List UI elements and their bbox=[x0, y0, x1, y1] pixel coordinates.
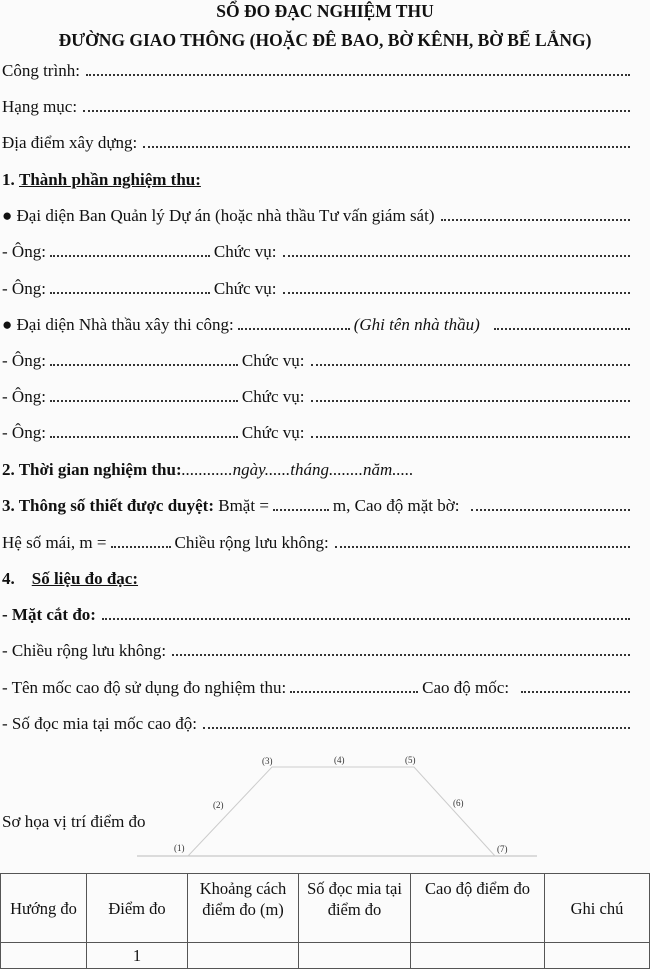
contractor-person-3 bbox=[2, 421, 632, 443]
document-subtitle: ĐƯỜNG GIAO THÔNG (HOẶC ĐÊ BAO, BỜ KÊNH, BỜ BỂ LẮNG) bbox=[58, 30, 592, 50]
blank-line[interactable] bbox=[86, 74, 630, 76]
chieu-rong-line bbox=[2, 639, 632, 661]
blank-line[interactable] bbox=[83, 110, 630, 112]
label: - Ông: bbox=[2, 351, 46, 370]
label: Chức vụ: bbox=[241, 423, 305, 442]
owner-person-1 bbox=[2, 240, 632, 262]
label: Chức vụ: bbox=[213, 279, 277, 298]
label: - Tên mốc cao độ sử dụng đo nghiệm thu: bbox=[2, 678, 287, 697]
owner-rep-line bbox=[2, 204, 632, 226]
section2-line bbox=[2, 458, 632, 480]
point-label-7: (7) bbox=[497, 844, 508, 854]
blank-line[interactable] bbox=[311, 364, 631, 366]
label: - Mặt cắt đo: bbox=[2, 605, 96, 624]
contractor-rep-line bbox=[2, 313, 632, 335]
label: Sơ họa vị trí điểm đo bbox=[2, 812, 146, 831]
blank-line[interactable] bbox=[273, 509, 329, 511]
label: Hạng mục: bbox=[2, 97, 78, 116]
ten-moc-line bbox=[2, 676, 632, 698]
label: Chức vụ: bbox=[213, 242, 277, 261]
field-hang-muc bbox=[2, 95, 632, 117]
label: Chiều rộng lưu không: bbox=[174, 533, 329, 552]
cross-section-sketch bbox=[0, 745, 650, 865]
header-cao-do: Cao độ điểm đo bbox=[411, 874, 545, 943]
date-blank[interactable]: ............ngày......tháng........năm..... bbox=[181, 460, 414, 479]
blank-line[interactable] bbox=[283, 292, 631, 294]
header-diem-do: Điểm đo bbox=[87, 874, 188, 943]
blank-line[interactable] bbox=[50, 436, 238, 438]
header-so-doc-mia: Số đọc mia tại điểm đo bbox=[299, 874, 411, 943]
label: Địa điểm xây dựng: bbox=[2, 133, 138, 152]
table-header-row bbox=[1, 874, 650, 943]
section-number: 4. bbox=[2, 569, 15, 588]
label: - Chiều rộng lưu không: bbox=[2, 641, 167, 660]
blank-line[interactable] bbox=[50, 255, 210, 257]
label: ● Đại diện Ban Quản lý Dự án (hoặc nhà thầu Tư vấn giám sát) bbox=[2, 206, 435, 225]
section-title: Thành phần nghiệm thu: bbox=[19, 170, 201, 189]
label: - Ông: bbox=[2, 387, 46, 406]
so-doc-line bbox=[2, 712, 632, 734]
blank-line[interactable] bbox=[290, 691, 418, 693]
point-label-5: (5) bbox=[405, 755, 416, 765]
blank-line[interactable] bbox=[172, 654, 630, 656]
point-label-3: (3) bbox=[262, 756, 273, 766]
blank-line[interactable] bbox=[203, 727, 630, 729]
point-label-6: (6) bbox=[453, 798, 464, 808]
header-ghi-chu: Ghi chú bbox=[545, 874, 650, 943]
blank-line[interactable] bbox=[238, 328, 350, 330]
label: Cao độ mốc: bbox=[422, 678, 510, 697]
blank-line[interactable] bbox=[441, 219, 631, 221]
blank-line[interactable] bbox=[102, 618, 630, 620]
blank-line[interactable] bbox=[111, 546, 171, 548]
blank-line[interactable] bbox=[335, 546, 630, 548]
label: Chức vụ: bbox=[241, 351, 305, 370]
section3-line-2 bbox=[2, 531, 632, 553]
note: (Ghi tên nhà thầu) bbox=[353, 315, 480, 334]
label: ● Đại diện Nhà thầu xây thi công: bbox=[2, 315, 234, 334]
section1-heading bbox=[2, 168, 632, 190]
blank-line[interactable] bbox=[283, 255, 631, 257]
section4-heading bbox=[2, 567, 632, 589]
blank-line[interactable] bbox=[143, 146, 630, 148]
field-dia-diem bbox=[2, 131, 632, 153]
contractor-person-2 bbox=[2, 385, 632, 407]
blank-line[interactable] bbox=[50, 364, 238, 366]
document-title: SỔ ĐO ĐẠC NGHIỆM THU bbox=[216, 1, 434, 21]
measurement-table bbox=[0, 873, 650, 969]
header-khoang-cach: Khoảng cách điểm đo (m) bbox=[188, 874, 299, 943]
label: Chức vụ: bbox=[241, 387, 305, 406]
label: m, Cao độ mặt bờ: bbox=[332, 496, 460, 515]
cell[interactable]: 1 bbox=[87, 943, 188, 969]
section-title: 2. Thời gian nghiệm thu: bbox=[2, 460, 182, 479]
blank-line[interactable] bbox=[311, 400, 631, 402]
blank-line[interactable] bbox=[521, 691, 630, 693]
label: - Ông: bbox=[2, 423, 46, 442]
point-label-4: (4) bbox=[334, 755, 345, 765]
label: Công trình: bbox=[2, 61, 80, 80]
blank-line[interactable] bbox=[50, 292, 210, 294]
mat-cat-line bbox=[2, 603, 632, 625]
point-label-1: (1) bbox=[174, 843, 185, 853]
point-label-2: (2) bbox=[213, 800, 224, 810]
header-huong-do: Hướng đo bbox=[1, 874, 87, 943]
blank-line[interactable] bbox=[311, 436, 631, 438]
field-cong-trinh bbox=[2, 59, 632, 81]
embankment-outline bbox=[188, 767, 495, 856]
label: - Ông: bbox=[2, 279, 46, 298]
blank-line[interactable] bbox=[494, 328, 630, 330]
blank-line[interactable] bbox=[50, 400, 238, 402]
label: - Ông: bbox=[2, 242, 46, 261]
blank-line[interactable] bbox=[471, 509, 630, 511]
owner-person-2 bbox=[2, 277, 632, 299]
section-number: 1. bbox=[2, 170, 15, 189]
label: Bmặt = bbox=[218, 496, 269, 515]
contractor-person-1 bbox=[2, 349, 632, 371]
section-title: 3. Thông số thiết được duyệt: bbox=[2, 496, 214, 515]
label: Hệ số mái, m = bbox=[2, 533, 107, 552]
label: - Số đọc mia tại mốc cao độ: bbox=[2, 714, 197, 733]
section3-line bbox=[2, 494, 632, 516]
section-title: Số liệu đo đạc: bbox=[31, 569, 139, 588]
